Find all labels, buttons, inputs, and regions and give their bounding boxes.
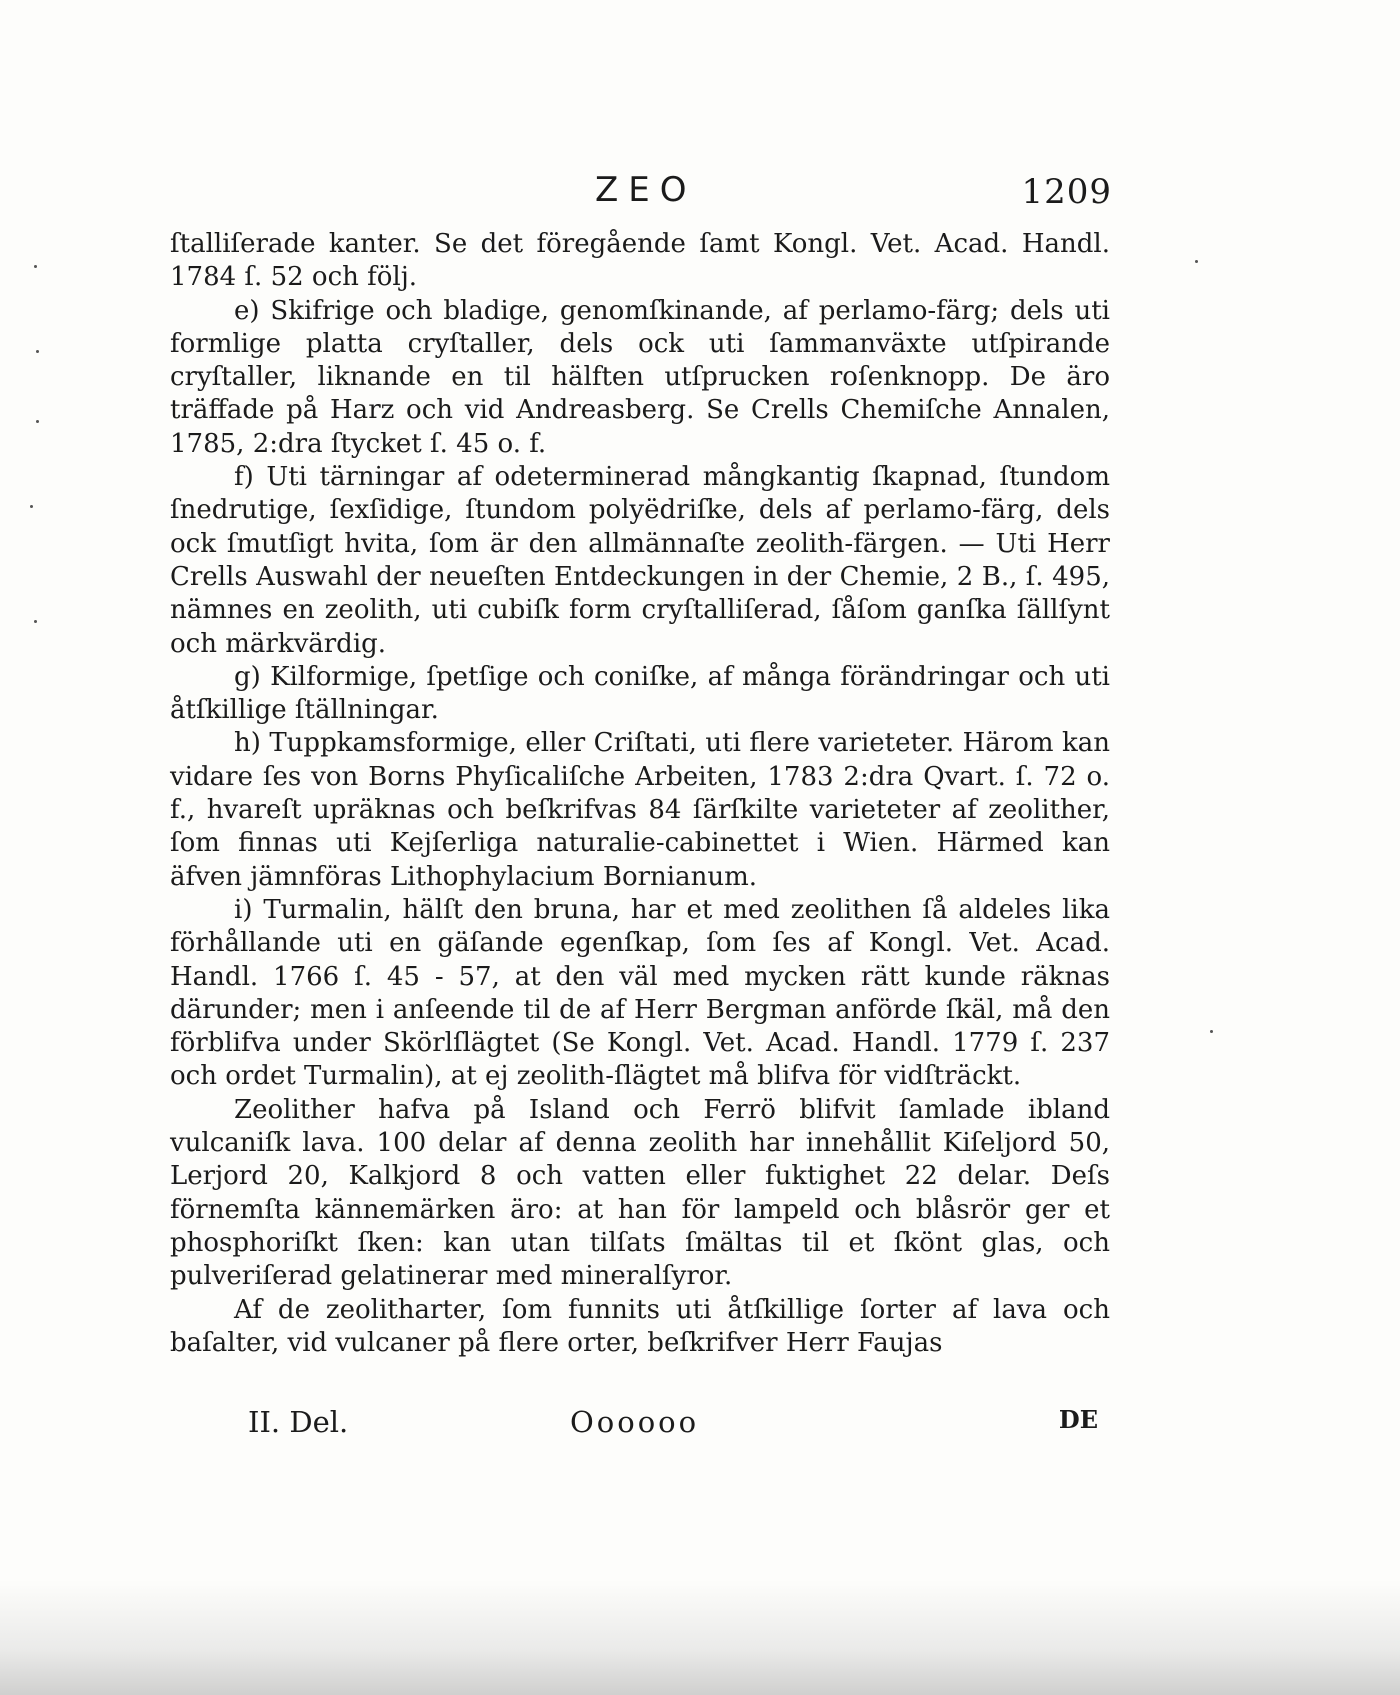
paragraph-f: f) Uti tärningar af odeterminerad mångkantig ſkapnad, ſtundom ſnedrutige, ſexſidige, ſtundom polyëdriſke, dels af perlamo-färg, dels ock ſmutſigt hvita, ſom är den allmännaſte zeolith-färgen. — Uti Herr Crells Auswahl der neueſten Entdeckungen in der Chemie, 2 B., ſ. 495, nämnes en zeolith, uti cubiſk form cryſtalliſerad, ſåſom ganſka ſällſynt och märkvärdig. (170, 462, 1110, 659)
page-number: 1209 (1021, 172, 1112, 212)
body-text (170, 228, 1110, 1360)
paragraph-e: e) Skifrige och bladige, genomſkinande, af perlamo-färg; dels uti formlige platta cryſtaller, dels ock uti ſammanväxte utſpirande cryſtaller, liknande en til hälften utſprucken roſenknopp. De äro träffade på Harz och vid Andreasberg. Se Crells Chemiſche Annalen, 1785, 2:dra ſtycket ſ. 45 o. f. (170, 295, 1110, 459)
page-footer (170, 1405, 1110, 1445)
scan-speck (34, 265, 37, 268)
scan-speck (30, 505, 33, 508)
scan-speck (36, 350, 39, 353)
paragraph-h: h) Tuppkamsformige, eller Criſtati, uti flere varieteter. Härom kan vidare ſes von Borns Phyſicaliſche Arbeiten, 1783 2:dra Qvart. ſ. 72 o. f., hvareſt upräknas och beſkrifvas 84 ſärſkilte varieteter af zeolither, ſom finnas uti Kejſerliga naturalie-cabinettet i Wien. Härmed kan äfven jämnföras Lithophylacium Bornianum. (170, 728, 1110, 892)
paragraph-continuation: ſtalliſerade kanter. Se det föregående ſamt Kongl. Vet. Acad. Handl. 1784 ſ. 52 och följ. (170, 229, 1110, 293)
paragraph-i: i) Turmalin, hälſt den bruna, har et med zeolithen ſå aldeles lika förhållande uti en gäſande egenſkap, ſom ſes af Kongl. Vet. Acad. Handl. 1766 ſ. 45 - 57, at den väl med mycken rätt kunde räknas därunder; men i anſeende til de af Herr Bergman anförde ſkäl, må den förblifva under Skörlſlägtet (Se Kongl. Vet. Acad. Handl. 1779 ſ. 237 och ordet Turmalin), at ej zeolith-ſlägtet må blifva för vidſträckt. (170, 894, 1110, 1092)
paragraph-g: g) Kilformige, ſpetſige och coniſke, af många förändringar och uti åtſkillige ſtällningar. (170, 661, 1110, 726)
scan-speck (34, 620, 37, 623)
running-title: ZEO (595, 170, 697, 210)
scan-speck (36, 420, 39, 423)
page-header (170, 170, 1120, 220)
signature-mark: II. Del. (248, 1405, 349, 1439)
paragraph-zeolitharter: Af de zeolitharter, ſom funnits uti åtſkillige ſorter af lava och baſalter, vid vulcaner på flere orter, beſkrifver Herr Faujas (170, 1294, 1110, 1358)
scan-speck (1195, 260, 1198, 263)
scan-shadow (0, 1580, 1400, 1695)
sheet-mark: Oooooo (570, 1405, 700, 1439)
paragraph-zeolither: Zeolither hafva på Island och Ferrö blifvit ſamlade ibland vulcaniſk lava. 100 delar af denna zeolith har innehållit Kiſeljord 50, Lerjord 20, Kalkjord 8 och vatten eller fuktighet 22 delar. Deſs förnemſta kännemärken äro: at han för lampeld och blåsrör ger et phosphoriſkt ſken: kan utan tilſats ſmältas til et ſkönt glas, och pulveriſerad gelatinerar med mineralſyror. (170, 1094, 1110, 1292)
catchword: DE (1058, 1405, 1098, 1434)
scan-speck (1210, 1030, 1213, 1033)
